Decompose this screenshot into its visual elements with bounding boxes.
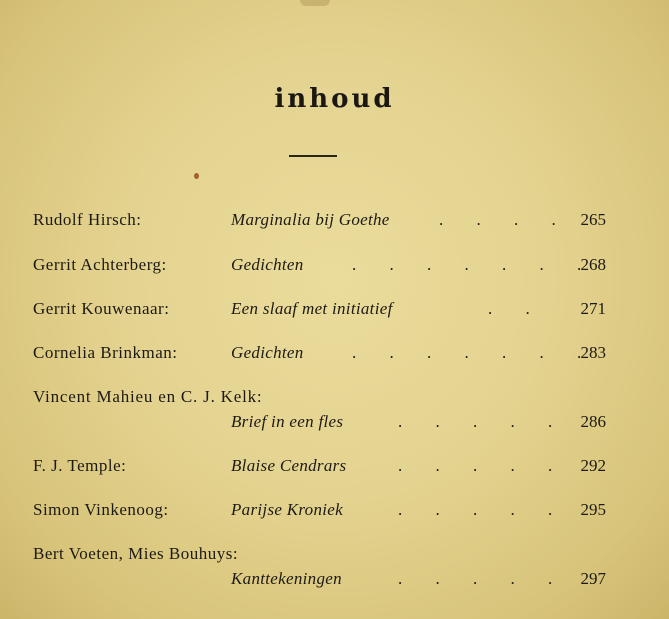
- entry-author: Rudolf Hirsch:: [33, 210, 142, 229]
- entry-title: Gedichten: [231, 343, 304, 362]
- entry-author: Vincent Mahieu en C. J. Kelk:: [33, 387, 263, 406]
- entry-page-number: 286: [580, 412, 606, 431]
- entry-page-number: 297: [580, 569, 606, 588]
- dot-leader: . . . . .: [398, 456, 553, 475]
- entry-author: Bert Voeten, Mies Bouhuys:: [33, 544, 239, 563]
- entry-page-number: 292: [580, 456, 606, 475]
- dot-leader: . . . . .: [398, 569, 553, 588]
- title-rule: [289, 155, 337, 157]
- entry-title: Brief in een fles: [231, 412, 344, 431]
- entry-author: Simon Vinkenoog:: [33, 500, 169, 519]
- toc-entry: [0, 412, 669, 438]
- dot-leader: . .: [488, 299, 530, 318]
- entry-author: Gerrit Achterberg:: [33, 255, 167, 274]
- entry-author: Cornelia Brinkman:: [33, 343, 178, 362]
- entry-title: Kanttekeningen: [231, 569, 342, 588]
- dot-leader: . . . . .: [398, 412, 553, 431]
- toc-entry: [0, 210, 669, 236]
- entry-page-number: 268: [580, 255, 606, 274]
- dot-leader: . . . .: [439, 210, 556, 229]
- toc-entry-author-line: [0, 544, 669, 570]
- entry-title: Parijse Kroniek: [231, 500, 343, 519]
- entry-page-number: 295: [580, 500, 606, 519]
- toc-entry: [0, 456, 669, 482]
- toc-entry: [0, 343, 669, 369]
- dot-leader: . . . . . . .: [352, 343, 582, 362]
- toc-entry: [0, 299, 669, 325]
- toc-entry: [0, 569, 669, 595]
- entry-title: Marginalia bij Goethe: [231, 210, 390, 229]
- entry-page-number: 271: [580, 299, 606, 318]
- entry-title: Blaise Cendrars: [231, 456, 347, 475]
- toc-entry: [0, 255, 669, 281]
- entry-page-number: 265: [580, 210, 606, 229]
- entry-title: Gedichten: [231, 255, 304, 274]
- entry-title: Een slaaf met initiatief: [231, 299, 393, 318]
- dot-leader: . . . . .: [398, 500, 553, 519]
- entry-author: Gerrit Kouwenaar:: [33, 299, 170, 318]
- toc-entry: [0, 500, 669, 526]
- entry-author: F. J. Temple:: [33, 456, 127, 475]
- paper-stain: [300, 0, 330, 6]
- entry-page-number: 283: [580, 343, 606, 362]
- dot-leader: . . . . . . .: [352, 255, 582, 274]
- page-title: inhoud: [274, 84, 395, 114]
- ink-spot: [194, 173, 199, 179]
- toc-entry-author-line: [0, 387, 669, 413]
